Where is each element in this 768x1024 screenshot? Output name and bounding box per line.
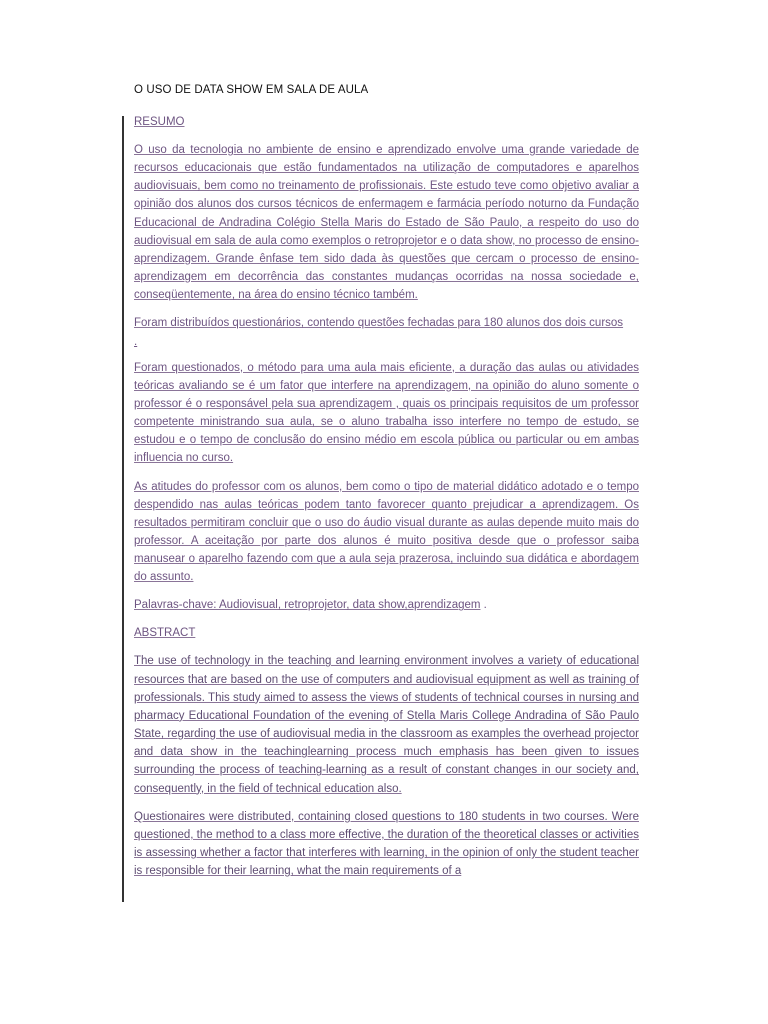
resumo-paragraph-4: As atitudes do professor com os alunos, bem como o tipo de material didático adotado e o tempo despendido nas aulas teóricas podem tanto favorecer quanto prejudicar a aprendizagem. Os resultados permitiram concluir que o uso do áudio visual durante as aulas depende muito mais do professor. A aceitação por parte dos alunos é muito positiva desde que o professor saiba manusear o aparelho fazendo com que a aula seja prazerosa, incluindo sua didática e abordagem do assunto. xyxy=(134,480,639,584)
resumo-paragraph-2: Foram distribuídos questionários, contendo questões fechadas para 180 alunos dos dois cursos xyxy=(134,317,624,330)
resumo-paragraph-1: O uso da tecnologia no ambiente de ensino e aprendizado envolve uma grande variedade de recursos educacionais que estão fundamentados na utilização de computadores e aparelhos audiovisuais, bem como no treinamento de profissionais. Este estudo teve como objetivo avaliar a opinião dos alunos dos cursos técnicos de enfermagem e farmácia período noturno da Fundação Educacional de Andradina Colégio Stella Maris do Estado de São Paulo, a respeito do uso do audiovisual em sala de aula como exemplos o retroprojetor e o data show, no processo de ensino-aprendizagem. Grande ênfase tem sido dada às questões que cercam o processo de ensino-aprendizagem em decorrência das constantes mudanças ocorridas na nossa sociedade e, conseqüentemente, na área do ensino técnico também. xyxy=(134,144,639,302)
abstract-heading: ABSTRACT xyxy=(134,627,196,640)
revision-change-bar xyxy=(122,116,124,902)
resumo-paragraph-2-end: . xyxy=(134,335,138,348)
document-title: O USO DE DATA SHOW EM SALA DE AULA xyxy=(134,84,369,96)
abstract-paragraph-2: Questionaires were distributed, containing closed questions to 180 students in two courses. Were questioned, the method to a class more effective, the duration of the theoretical classes or activities is assessing whether a factor that interferes with learning, in the opinion of only the student teacher is responsible for their learning, what the main requirements of a xyxy=(134,810,639,878)
keywords-text: Palavras-chave: Audiovisual, retroprojetor, data show,aprendizagem xyxy=(134,599,481,612)
keywords-end: . xyxy=(480,599,487,612)
abstract-paragraph-1: The use of technology in the teaching and learning environment involves a variety of educational resources that are based on the use of computers and audiovisual equipment as well as training of professionals. This study aimed to assess the views of students of technical courses in nursing and pharmacy Educational Foundation of the evening of Stella Maris College Andradina of São Paulo State, regarding the use of audiovisual media in the classroom as examples the overhead projector and data show in the teachinglearning process much emphasis has been given to issues surrounding the process of teaching-learning as a result of constant changes in our society and, consequently, in the field of technical education also. xyxy=(134,655,639,795)
resumo-paragraph-3: Foram questionados, o método para uma aula mais eficiente, a duração das aulas ou atividades teóricas avaliando se é um fator que interfere na aprendizagem, na opinião do aluno somente o professor é o responsável pela sua aprendizagem , quais os principais requisitos de um professor competente ministrando sua aula, se o aluno trabalha isso interfere no tempo de estudo, se estudou e o tempo de conclusão do ensino médio em escola pública ou particular ou em ambas influencia no curso. xyxy=(134,361,639,465)
document-body xyxy=(134,113,639,890)
keywords-line xyxy=(134,596,639,614)
resumo-heading: RESUMO xyxy=(134,116,185,128)
